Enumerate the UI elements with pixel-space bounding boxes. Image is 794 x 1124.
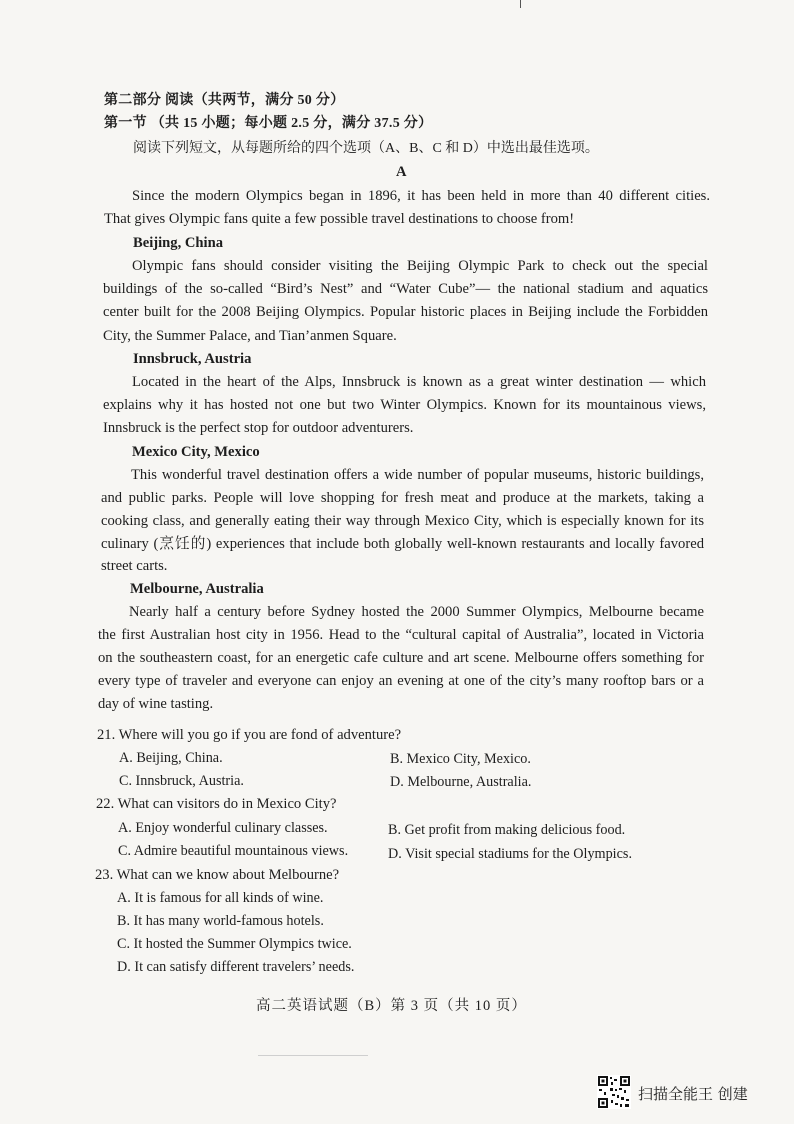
paragraph-line: the first Australian host city in 1956. Head to the “cultural capital of Australia”, located in Victoria: [98, 627, 704, 643]
paragraph-line: Olympic fans should consider visiting the Beijing Olympic Park to check out the special: [132, 258, 708, 274]
paragraph-line: on the southeastern coast, for an energetic cafe culture and art scene. Melbourne offers something for: [98, 650, 704, 666]
qr-code-icon: [597, 1075, 631, 1109]
page-footer: 高二英语试题（B）第 3 页（共 10 页）: [256, 998, 527, 1014]
paragraph-line: center built for the 2008 Beijing Olympics. Popular historic places in Beijing include the Forbidden: [103, 304, 708, 320]
option-23-c: C. It hosted the Summer Olympics twice.: [117, 936, 352, 952]
paragraph-line: and public parks. People will love shopping for fresh meat and produce at the markets, taking a: [101, 490, 704, 506]
paragraph-line: Nearly half a century before Sydney hosted the 2000 Summer Olympics, Melbourne became: [129, 604, 704, 620]
divider: [258, 1055, 368, 1056]
paragraph-line: buildings of the so-called “Bird’s Nest” and “Water Cube”— the national stadium and aquatics: [103, 281, 708, 297]
question-21: 21. Where will you go if you are fond of adventure?: [97, 727, 402, 743]
heading-melbourne: Melbourne, Australia: [130, 581, 264, 597]
paragraph-line: Innsbruck is the perfect stop for outdoor adventurers.: [103, 420, 414, 436]
option-22-c: C. Admire beautiful mountainous views.: [118, 843, 349, 859]
paragraph-line: every type of traveler and everyone can enjoy an evening at one of the city’s many rooftop bars or a: [98, 673, 704, 689]
scan-mark: [520, 0, 521, 8]
instruction: 阅读下列短文，从每题所给的四个选项（A、B、C 和 D）中选出最佳选项。: [133, 141, 599, 156]
paragraph-line: day of wine tasting.: [98, 696, 214, 712]
heading-innsbruck: Innsbruck, Austria: [133, 351, 252, 367]
option-21-c: C. Innsbruck, Austria.: [119, 773, 244, 789]
option-21-a: A. Beijing, China.: [119, 750, 223, 766]
question-23: 23. What can we know about Melbourne?: [95, 867, 340, 883]
question-22: 22. What can visitors do in Mexico City?: [96, 796, 337, 812]
option-22-b: B. Get profit from making delicious food.: [388, 822, 626, 838]
option-23-d: D. It can satisfy different travelers’ needs.: [117, 959, 355, 975]
paragraph-line: This wonderful travel destination offers a wide number of popular museums, historic buildings,: [131, 467, 704, 483]
intro-line: That gives Olympic fans quite a few possible travel destinations to choose from!: [104, 211, 575, 227]
watermark-brand: 扫描全能王 创建: [638, 1085, 748, 1103]
option-21-d: D. Melbourne, Australia.: [390, 774, 532, 790]
paragraph-line: street carts.: [101, 558, 168, 574]
option-21-b: B. Mexico City, Mexico.: [390, 751, 531, 767]
intro-line: Since the modern Olympics began in 1896, it has been held in more than 40 different cities.: [132, 188, 710, 204]
option-22-d: D. Visit special stadiums for the Olympics.: [388, 846, 632, 862]
paragraph-line: cooking class, and generally eating their way through Mexico City, which is especially known for its: [101, 513, 704, 529]
option-22-a: A. Enjoy wonderful culinary classes.: [118, 820, 328, 836]
option-23-b: B. It has many world-famous hotels.: [117, 913, 324, 929]
paragraph-line: explains why it has hosted not one but two Winter Olympics. Known for its mountainous views,: [103, 397, 706, 413]
paragraph-line: Located in the heart of the Alps, Innsbruck is known as a great winter destination — which: [132, 374, 706, 390]
part-title: 第二部分 阅读（共两节，满分 50 分）: [104, 93, 345, 108]
heading-mexico: Mexico City, Mexico: [132, 444, 260, 460]
paragraph-line: culinary (烹饪的) experiences that include both globally well-known restaurants and locally favored: [101, 536, 704, 552]
heading-beijing: Beijing, China: [133, 235, 224, 251]
passage-label: A: [396, 164, 407, 180]
paragraph-line: City, the Summer Palace, and Tian’anmen Square.: [103, 328, 397, 344]
option-23-a: A. It is famous for all kinds of wine.: [117, 890, 324, 906]
section-title: 第一节 （共 15 小题；每小题 2.5 分，满分 37.5 分）: [104, 116, 433, 131]
